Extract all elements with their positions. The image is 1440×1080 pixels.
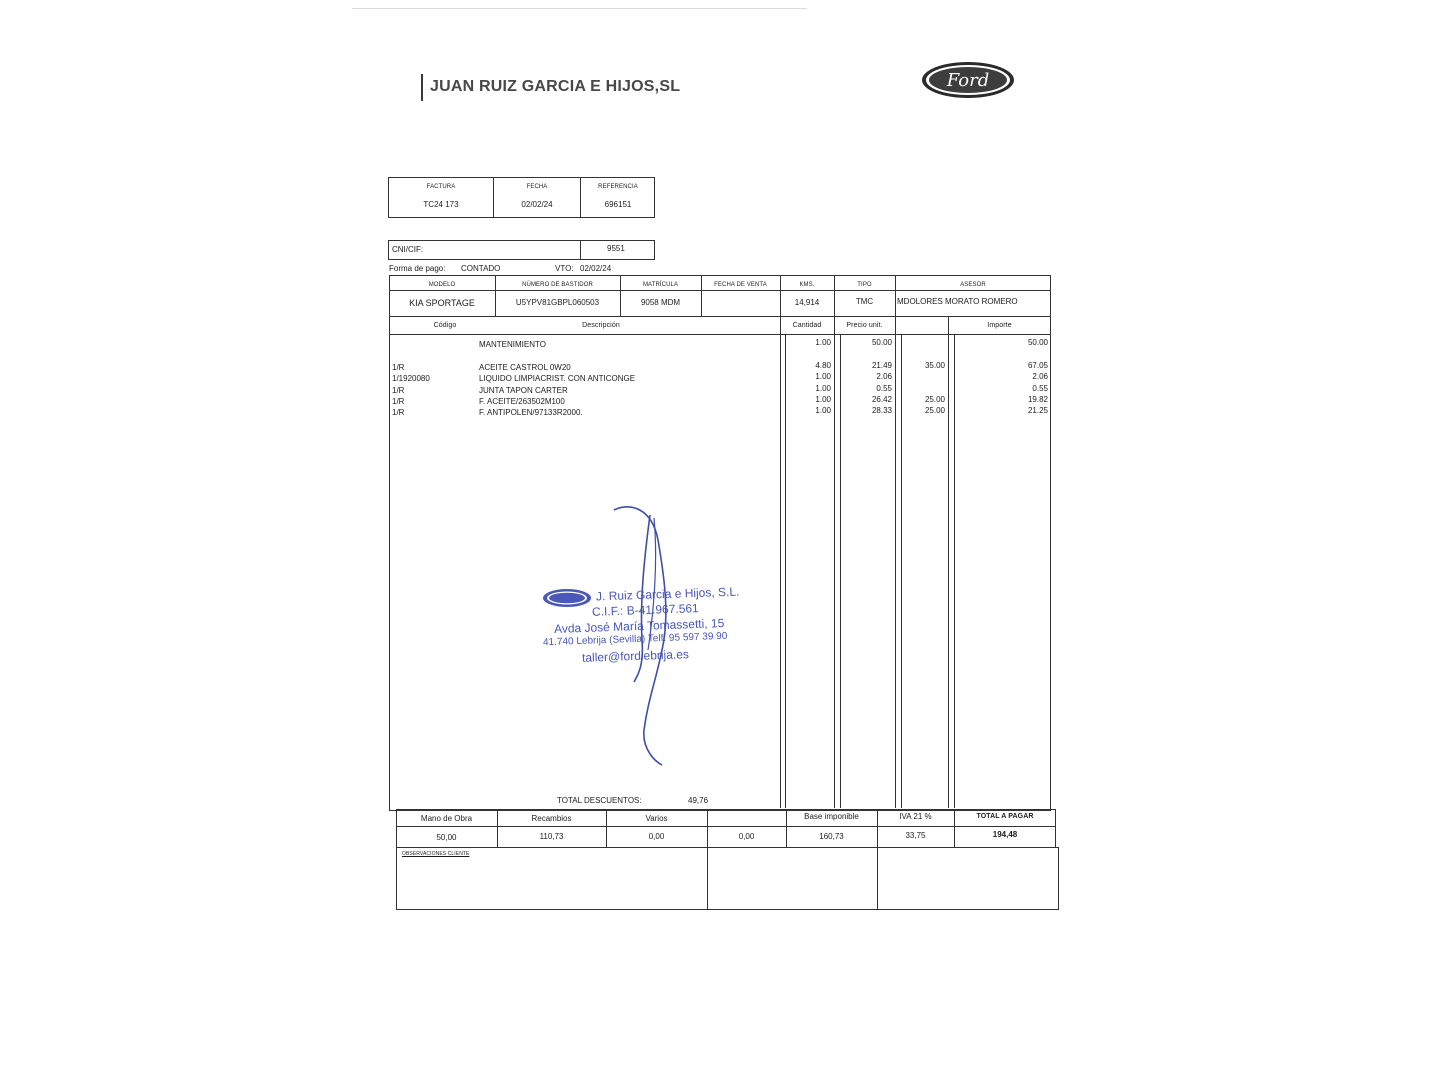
totals-varios: 0,00 [648, 832, 665, 841]
brand-bar [421, 74, 423, 101]
divider [954, 334, 955, 808]
vehicle-kms: 14,914 [794, 298, 820, 307]
line-price: 50.00 [871, 338, 892, 347]
totals-base: 160,73 [819, 832, 844, 841]
line-description: LIQUIDO LIMPIACRIST. CON ANTICONGE [479, 374, 636, 383]
line-price: 28.33 [871, 406, 892, 415]
divider [785, 334, 786, 808]
line-price: 0.55 [876, 384, 892, 393]
vehicle-advisor: MDOLORES MORATO ROMERO [897, 298, 1018, 306]
line-qty: 1.00 [815, 384, 831, 393]
col-header-cantidad: Cantidad [792, 322, 822, 329]
line-code: 1/R [392, 363, 405, 372]
observations-label: OBSERVACIONES CLIENTE [402, 851, 470, 857]
divider [580, 240, 581, 260]
stamp-line-5: taller@fordlebrija.es [581, 647, 690, 665]
divider [834, 316, 835, 808]
line-code: 1/R [392, 397, 405, 406]
vehicle-header-kms: KMS. [799, 282, 815, 288]
totals-recambios: 110,73 [539, 832, 564, 841]
total-discounts-label: TOTAL DESCUENTOS: [557, 796, 642, 805]
line-discount: 35.00 [924, 361, 945, 370]
line-amount: 0.55 [1032, 384, 1048, 393]
totals-header-varios: Varios [645, 814, 668, 823]
totals-header-recambios: Recambios [531, 814, 572, 823]
line-qty: 1.00 [815, 406, 831, 415]
col-header-importe: Importe [987, 322, 1012, 329]
line-price: 26.42 [871, 395, 892, 404]
line-code: 1/1920080 [392, 374, 430, 383]
totals-header-base: Base imponible [804, 812, 859, 821]
divider [780, 316, 781, 808]
line-description: JUNTA TAPON CARTER [479, 386, 568, 395]
divider [948, 316, 949, 808]
divider [895, 316, 896, 808]
totals-header-mano-obra: Mano de Obra [420, 814, 473, 823]
totals-header-total: TOTAL A PAGAR [976, 813, 1034, 820]
line-amount: 21.25 [1027, 406, 1048, 415]
line-amount: 2.06 [1032, 372, 1048, 381]
stamp-line-2: C.I.F.: B-41.967.561 [591, 601, 699, 619]
line-description: F. ACEITE/263502M100 [479, 397, 565, 406]
line-description: ACEITE CASTROL 0W20 [479, 363, 571, 372]
line-code: 1/R [392, 386, 405, 395]
vehicle-model: KIA SPORTAGE [409, 298, 475, 308]
payment-value: CONTADO [461, 264, 501, 273]
line-amount: 50.00 [1027, 338, 1048, 347]
invoice-reference: 696151 [604, 200, 632, 209]
totals-mano-obra: 50,00 [436, 833, 457, 842]
vehicle-plate: 9058 MDM [640, 298, 681, 307]
line-qty: 1.00 [815, 338, 831, 347]
svg-text:Ford: Ford [946, 70, 990, 91]
stamp-line-1: J. Ruiz Garcia e Hijos, S.L. [595, 584, 740, 604]
stamp-line-3: Avda José María Tomassetti, 15 [553, 616, 725, 636]
cif-value: 9551 [607, 244, 625, 253]
line-description: MANTENIMIENTO [479, 340, 546, 349]
vehicle-type: TMC [855, 297, 874, 306]
handwritten-signature [600, 500, 690, 770]
totals-header-iva: IVA 21 % [899, 812, 932, 821]
vehicle-header-fecha-venta: FECHA DE VENTA [714, 282, 767, 288]
totals-other: 0,00 [738, 832, 755, 841]
divider [707, 809, 708, 848]
vehicle-header-tipo: TIPO [857, 282, 872, 288]
company-name: JUAN RUIZ GARCIA E HIJOS,SL [430, 78, 681, 95]
line-description: F. ANTIPOLEN/97133R2000. [479, 408, 583, 417]
vehicle-header-asesor: ASESOR [960, 282, 986, 288]
scan-edge-line [352, 8, 807, 9]
line-amount: 67.05 [1027, 361, 1048, 370]
col-header-codigo: Código [433, 322, 457, 329]
payment-label: Forma de pago: [389, 264, 446, 273]
divider [389, 334, 1051, 335]
ford-logo-icon [921, 61, 1015, 99]
invoice-date: 02/02/24 [521, 200, 553, 209]
totals-total-a-pagar: 194,48 [992, 830, 1018, 839]
col-header-descripcion: Descripción [582, 322, 620, 329]
vehicle-header-matricula: MATRÍCULA [642, 282, 679, 288]
total-discounts-value: 49,76 [688, 796, 709, 805]
line-code: 1/R [392, 408, 405, 417]
line-qty: 1.00 [815, 372, 831, 381]
vehicle-vin: U5YPV81GBPL060503 [515, 298, 600, 307]
line-qty: 4.80 [815, 361, 831, 370]
divider [901, 334, 902, 808]
totals-iva: 33,75 [905, 831, 926, 840]
divider [389, 290, 1051, 291]
col-header-precio: Precio unit. [846, 322, 883, 329]
observations-box [396, 847, 1059, 910]
line-price: 21.49 [871, 361, 892, 370]
label-fecha: FECHA [526, 184, 548, 190]
vehicle-header-modelo: MODELO [428, 282, 456, 288]
main-table [389, 275, 1051, 811]
invoice-number: TC24 173 [423, 200, 459, 209]
ford-stamp-logo-icon [542, 588, 592, 608]
line-qty: 1.00 [815, 395, 831, 404]
divider [877, 847, 878, 910]
label-factura: FACTURA [426, 184, 456, 190]
due-label: VTO: [555, 264, 574, 273]
due-value: 02/02/24 [580, 264, 612, 273]
line-discount: 25.00 [924, 395, 945, 404]
divider [389, 316, 1051, 317]
vehicle-header-bastidor: NÚMERO DE BASTIDOR [522, 282, 593, 288]
line-price: 2.06 [876, 372, 892, 381]
stamp-line-4: 41.740 Lebrija (Sevilla) Telf. 95 597 39 90 [542, 630, 728, 649]
divider [707, 847, 708, 910]
label-referencia: REFERENCIA [598, 184, 638, 190]
divider [396, 826, 1056, 827]
line-amount: 19.82 [1027, 395, 1048, 404]
cif-label: CNI/CIF: [392, 245, 424, 254]
line-discount: 25.00 [924, 406, 945, 415]
divider [840, 334, 841, 808]
